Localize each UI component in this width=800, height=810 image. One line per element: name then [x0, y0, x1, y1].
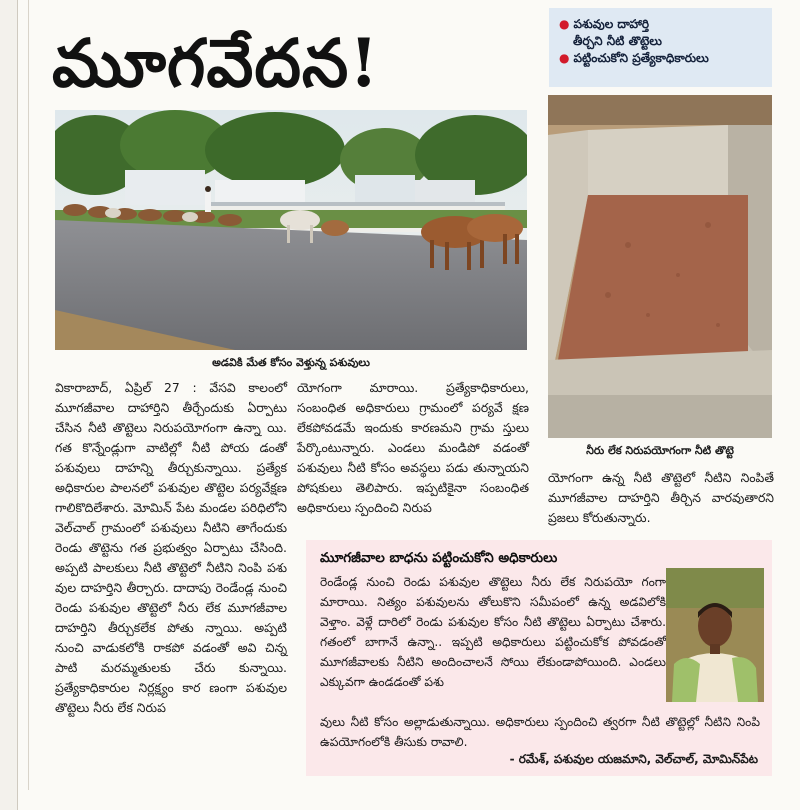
empty-water-trough-photo: [548, 95, 772, 438]
bullet-dot-icon: ●: [559, 17, 570, 31]
article-text: యోగంగా ఉన్న నీటి తొట్టెలో నీటిని నింపితే మూగజీవాల దాహర్తిని తీర్చిన వారవుతారని ప్రజలు కోరుతున్నారు.: [548, 470, 774, 525]
bullet-item: [559, 33, 762, 50]
article-column-1: [55, 378, 287, 718]
quote-signature: - రమేశ్, పశువుల యజమాని, వెల్‌చాల్, మోమిన్‌పేట: [509, 752, 758, 766]
quote-body-continued: వులు నీటి కోసం అల్లాడుతున్నాయి. అధికారులు స్పందించి త్వరగా నీటి తొట్టెల్లో నీటిని నింపి ఉపయోగంలోకి తీసుకు రావాలి.: [320, 715, 760, 749]
highlight-bullets: [549, 8, 772, 87]
bullet-text: తీర్చని నీటి తొట్టెలు: [573, 34, 662, 48]
quote-body: రెండేండ్ల నుంచి రెండు పశువుల తొట్టెలు నీరు లేక నిరుపయో గంగా మారాయి. నిత్యం పశువులను తోలుకొని సమీపంలో ఉన్న అడవిలోకి వెళ్తాం. వెళ్లే దారిలో రెండు పశువుల కోసం నీటి తొట్టెలు ఏర్పాటు చేశారు. గతంలో బాగానే ఉన్నా.. ఇప్పటి అధికారులు పట్టించుకోక పోవడంతో మూగజీవాలకు నీటిని అందించాలనే సోయి లేకుండాపోయింది. ఎండలు ఎక్కువగా ఉండడంతో పశు: [320, 575, 666, 689]
cattle-on-road-photo: [55, 110, 527, 350]
trough-photo-caption: నీరు లేక నిరుపయోగంగా నీటి తొట్టె: [586, 444, 734, 457]
article-column-3: [548, 468, 774, 528]
quote-box: [306, 540, 772, 776]
bullet-item: [559, 16, 762, 33]
interviewee-portrait-photo: [666, 568, 764, 702]
headline: మూగవేదన!: [52, 24, 380, 102]
article-text: వికారాబాద్, ఏప్రిల్ 27 : వేసవి కాలంలో మూగజీవాల దాహార్తిని తీర్చేందుకు ఏర్పాటు చేసిన నీటి తొట్టెలు నిరుపయోగంగా ఉన్నా యి. గత కొన్నేండ్లుగా వాటిల్లో నీటి పోయ డంతో పశువులు దాహన్ని తీర్చుకున్నాయి. ప్రత్యేక అధికారుల పాలనలో పశువుల తొట్టెల పర్యవేక్షణ గాలికొదిలేశారు. మోమిన్ పేట మండల పరిధిలోని వెల్‌చాల్ గ్రామంలో పశువులు నీటిని తాగేందుకు రెండు తొట్టెను గత ప్రభుత్వం ఏర్పాటు చేసింది. అప్పటి పాలకులు నీటి తొట్టెలో నీటిని నింపి పశు వుల దాహర్తిని తీర్చారు. దాదాపు రెండేండ్ల నుంచి రెండు పశువుల తొట్టెలో నీరు లేక మూగజీవాల దాహర్తిని తీర్చుకలేక పోతు న్నాయి. అప్పటి నుంచి వాడుకలోకి రాకపో వడంతో అవి చిన్న పాటి మరమ్మతులకు చేరు కున్నాయి. ప్రత్యేకాధికారుల నిర్లక్ష్యం కార ణంగా పశువుల తొట్టెలు నీరు లేక నిరుప: [55, 380, 287, 715]
adjacent-column-strip: [0, 0, 18, 810]
column-divider: [28, 0, 29, 790]
bullet-item: [559, 50, 762, 67]
road-photo-caption: అడవికి మేత కోసం వెళ్తున్న పశువులు: [212, 356, 370, 369]
article-text: యోగంగా మారాయి. ప్రత్యేకాధికారులు, సంబంధిత అధికారులు గ్రామంలో పర్యవే క్షణ లేకపోవడమే ఇందుకు కారణమని గ్రామ స్తులు పేర్కొంటున్నారు. ఎండలు మండిపో వడంతో పశువులు నీటి కోసం అవస్థలు పడు తున్నాయని పోషకులు తెలిపారు. ఇప్పటికైనా సంబంధిత అధికారులు స్పందించి నిరుప: [297, 380, 529, 515]
bullet-text: పశువుల దాహార్తి: [573, 17, 650, 31]
bullet-text: పట్టించుకోని ప్రత్యేకాధికారులు: [573, 51, 709, 65]
article-column-2: [297, 378, 529, 518]
bullet-dot-icon: ●: [559, 51, 570, 65]
quote-title: మూగజీవాల బాధను పట్టించుకోని అధికారులు: [320, 550, 558, 566]
